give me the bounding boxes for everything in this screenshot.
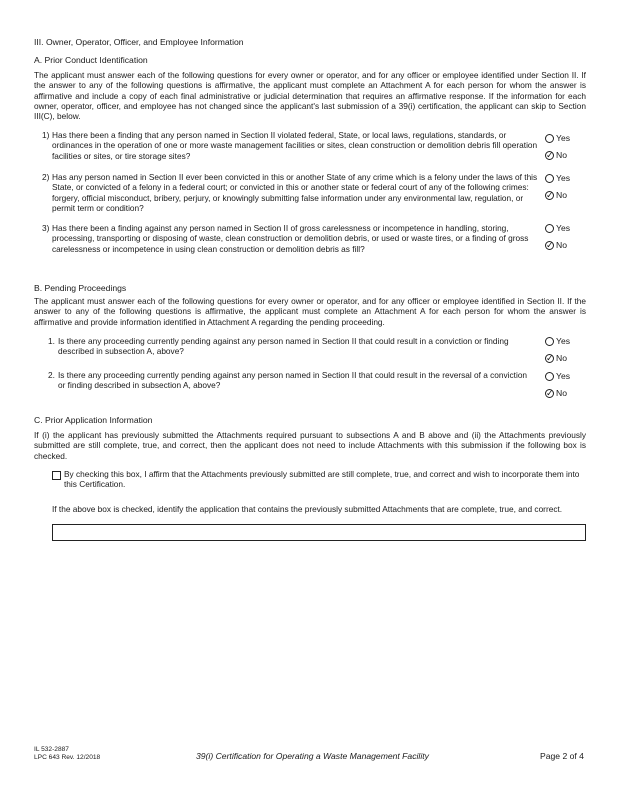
radio-checked-icon[interactable]	[545, 191, 554, 200]
section-a-heading: A. Prior Conduct Identification	[34, 55, 148, 65]
question-number: 1.	[48, 336, 55, 346]
option-a2-no[interactable]: ✓No	[545, 190, 567, 201]
option-b1-yes[interactable]: Yes	[545, 336, 570, 347]
question-number: 3)	[42, 223, 50, 233]
question-number: 2)	[42, 172, 50, 182]
question-b2	[48, 370, 528, 391]
section-title: III. Owner, Operator, Officer, and Employee Information	[34, 37, 244, 47]
radio-checked-icon[interactable]	[545, 354, 554, 363]
footer-title: 39(i) Certification for Operating a Waste Management Facility	[196, 751, 429, 761]
question-a2	[42, 172, 540, 213]
option-b2-no[interactable]: ✓No	[545, 388, 567, 399]
question-b1	[48, 336, 528, 357]
radio-icon[interactable]	[545, 174, 554, 183]
question-number: 2.	[48, 370, 55, 380]
radio-checked-icon[interactable]	[545, 241, 554, 250]
section-c-intro: If (i) the applicant has previously submitted the Attachments required pursuant to subsections A and B above and (ii) the Attachments previously submitted are still complete, true, and correct, then the applicant does not need to include Attachments with this submission if the following box is checked.	[34, 430, 586, 461]
section-b-intro: The applicant must answer each of the following questions for every owner or operator, and for any officer or employee identified in Section II. If the answer to any of the following questions is affirmative, the applicant must complete an Attachment A for each person for whom the answer is affirmative and provide information identified in Attachment A regarding the pending proceeding.	[34, 296, 586, 327]
form-code: IL 532-2887	[34, 746, 69, 753]
checkbox-label: By checking this box, I affirm that the Attachments previously submitted are still complete, true, and correct and wish to incorporate them into this Certification.	[64, 469, 580, 490]
section-c-heading: C. Prior Application Information	[34, 415, 153, 425]
question-text: Is there any proceeding currently pending against any person named in Section II that could result in the reversal of a conviction or finding described in subsection A, above?	[58, 370, 528, 391]
radio-checked-icon[interactable]	[545, 151, 554, 160]
radio-icon[interactable]	[545, 134, 554, 143]
option-a3-yes[interactable]: Yes	[545, 223, 570, 234]
page-number: Page 2 of 4	[540, 751, 584, 761]
application-identifier-field[interactable]	[52, 524, 586, 541]
radio-icon[interactable]	[545, 224, 554, 233]
option-a1-no[interactable]: ✓No	[545, 150, 567, 161]
question-text: Is there any proceeding currently pending against any person named in Section II that could result in a conviction or finding described in subsection A, above?	[58, 336, 509, 357]
question-text: Has any person named in Section II ever been convicted in this or another State of any crime which is a felony under the laws of this State, or convicted of a felony in a federal court; or convicted in this or another state or federal court of any of the following crimes: forgery, official misconduct, bribery, perjury, or knowingly submitting false information under any environmental law, regulation, or permit term or condition?	[52, 172, 538, 213]
question-a3	[42, 223, 540, 254]
radio-icon[interactable]	[545, 337, 554, 346]
option-b1-no[interactable]: ✓No	[545, 353, 567, 364]
identify-instructions: If the above box is checked, identify the application that contains the previously submitted Attachments that are complete, true, and correct.	[52, 504, 563, 514]
form-revision: LPC 643 Rev. 12/2018	[34, 754, 101, 761]
question-number: 1)	[42, 130, 50, 140]
question-text: Has there been a finding that any person named in Section II violated federal, State, or local laws, regulations, standards, or ordinances in the operation of one or more waste management facilities or sites, clean construction or demolition debris fill operation facilities or sites, or tire storage sites?	[52, 130, 538, 161]
option-a3-no[interactable]: ✓No	[545, 240, 567, 251]
option-b2-yes[interactable]: Yes	[545, 371, 570, 382]
prior-attachments-checkbox[interactable]	[52, 471, 61, 480]
question-text: Has there been a finding against any person named in Section II of gross carelessness or incompetence in handling, storing, processing, transporting or disposing of waste, clean construction or demolition debris, or used or waste tires, or a finding of gross carelessness or incompetence in using clean construction or demolition debris as fill?	[52, 223, 529, 254]
radio-icon[interactable]	[545, 372, 554, 381]
question-a1	[42, 130, 540, 161]
option-a2-yes[interactable]: Yes	[545, 173, 570, 184]
option-a1-yes[interactable]: Yes	[545, 133, 570, 144]
section-b-heading: B. Pending Proceedings	[34, 283, 127, 293]
section-a-intro: The applicant must answer each of the following questions for every owner or operator, and for any officer or employee identified under Section II. If the answer to any of the following questions is affirmative, the applicant must complete an Attachment A for each person for whom the answer is affirmative and include a copy of each final administrative or judicial determination that requires an affirmative response. If the information for each owner, operator, officer, and employee has not changed since the applicant's last submission of a 39(i) certification, the applicant can skip to Section III(C), below.	[34, 70, 586, 122]
radio-checked-icon[interactable]	[545, 389, 554, 398]
